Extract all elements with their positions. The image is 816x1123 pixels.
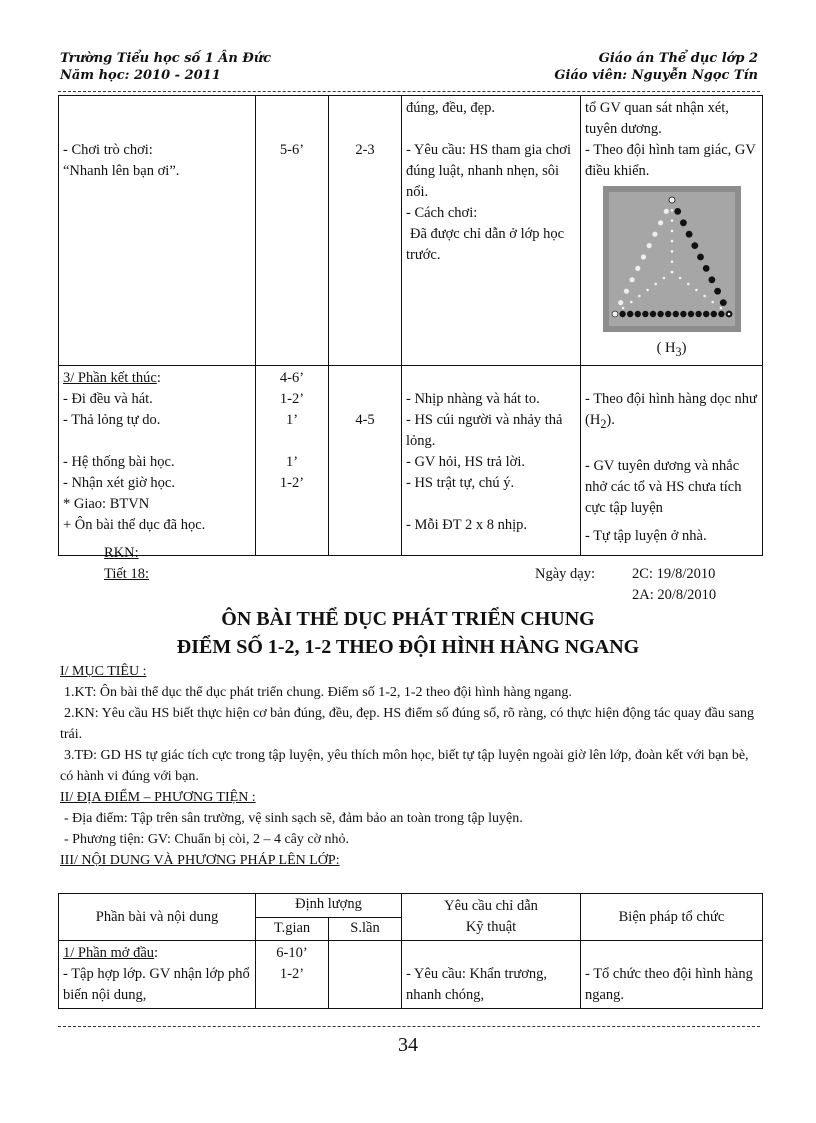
header-school-name: Trường Tiểu học số 1 Ân Đức <box>60 51 272 66</box>
formation-dot <box>638 295 641 298</box>
formation-dot <box>708 276 715 283</box>
list-item: - Thả lỏng tự do. <box>63 411 161 428</box>
formation-dot <box>618 300 623 305</box>
requirements-cell <box>402 96 581 366</box>
formation-dot <box>718 311 724 317</box>
header-subject: Giáo án Thể dục lớp 2 <box>598 51 758 66</box>
reps-cell <box>329 941 402 1009</box>
reps-cell <box>329 365 402 555</box>
formation-dot <box>627 311 633 317</box>
activity-cell <box>59 365 256 555</box>
top-lesson-table <box>58 95 763 556</box>
lesson-body <box>60 661 760 871</box>
time-value: 4-6’ <box>279 369 305 386</box>
time-value: 1-2’ <box>279 474 305 491</box>
formation-dot <box>635 266 640 271</box>
formation-dot <box>652 232 657 237</box>
reps-cell <box>329 96 402 366</box>
header-teacher: Giáo viên: Nguyễn Ngọc Tín <box>554 68 758 83</box>
time-value: 6-10’ <box>276 945 308 961</box>
org-text: - Tự tập luyện ở nhà. <box>585 527 707 544</box>
time-value: 1-2’ <box>279 390 305 407</box>
req-text: - Mỗi ĐT 2 x 8 nhịp. <box>406 516 527 533</box>
req-text: - Yêu cầu: HS tham gia chơi đúng luật, nhanh nhẹn, sôi nổi. <box>406 142 571 200</box>
requirements-cell <box>402 941 581 1009</box>
lesson-title-line2: ĐIỂM SỐ 1-2, 1-2 THEO ĐỘI HÌNH HÀNG NGANG <box>176 636 640 658</box>
table-header-row <box>59 894 763 918</box>
footer-divider <box>58 1026 760 1027</box>
table-row <box>59 941 763 1009</box>
organization-cell <box>581 941 763 1009</box>
formation-dot <box>695 311 701 317</box>
formation-dot <box>646 289 649 292</box>
objective-knowledge: 1.KT: Ôn bài thể dục thể dục phát triển chung. Điểm số 1-2, 1-2 theo đội hình hàng ngang. <box>64 685 572 700</box>
formation-dot <box>621 307 624 310</box>
formation-dot <box>649 311 655 317</box>
header-requirements: Yêu cầu chỉ dẫn Kỹ thuật <box>402 894 581 941</box>
formation-dot <box>719 299 726 306</box>
formation-dot <box>642 311 648 317</box>
formation-dot <box>703 311 709 317</box>
formation-dot <box>619 311 625 317</box>
formation-dot <box>697 254 704 261</box>
formation-dot <box>719 307 722 310</box>
list-item: - Đi đều và hát. <box>63 390 153 407</box>
header-lesson-plan <box>554 50 758 84</box>
figure-caption: ( $H_3$) <box>656 340 687 359</box>
location-text: - Địa điểm: Tập trên sân trường, vệ sinh sạch sẽ, đảm bảo an toàn trong tập luyện. <box>64 811 523 826</box>
header-school <box>60 50 271 84</box>
formation-dot <box>646 243 651 248</box>
rkn-label: RKN: <box>104 545 139 561</box>
formation-dot <box>665 311 671 317</box>
date-class-2c: 2C: 19/8/2010 <box>632 566 716 582</box>
formation-dot <box>687 283 690 286</box>
org-text: - Theo đội hình tam giác, GV điều khiển. <box>585 142 756 179</box>
formation-dot <box>634 311 640 317</box>
req-text: - HS trật tự, chú ý. <box>406 474 515 491</box>
header-method: Biện pháp tổ chức <box>581 894 763 941</box>
time-value: 1’ <box>285 453 299 470</box>
equipment-text: - Phương tiện: GV: Chuẩn bị còi, 2 – 4 cây cờ nhỏ. <box>64 832 349 847</box>
list-item: * Giao: BTVN <box>63 495 150 512</box>
header-time: T.gian <box>256 917 329 941</box>
organization-cell <box>581 365 763 555</box>
org-text: - Theo đội hình hàng dọc như $(H_2)$. <box>585 390 757 431</box>
list-item: + Ôn bài thể dục đã học. <box>63 516 206 533</box>
org-text: - GV tuyên dương và nhắc nhở các tổ và HS chưa tích cực tập luyện <box>585 457 742 516</box>
organization-cell <box>581 96 763 366</box>
formation-dot <box>662 277 665 280</box>
req-text: - GV hỏi, HS trả lời. <box>406 453 525 470</box>
objective-skills: 2.KN: Yêu cầu HS biết thực hiện cơ bản đúng, đều, đẹp. HS điểm số đúng số, rõ ràng, có thực hiện động tác quay đầu sang trái. <box>60 706 755 742</box>
formation-dot <box>710 311 716 317</box>
section-heading-location: II/ ĐỊA ĐIỂM – PHƯƠNG TIỆN : <box>60 790 256 805</box>
req-text: - Nhịp nhàng và hát to. <box>406 390 540 407</box>
formation-dot <box>703 295 706 298</box>
req-text: đúng, đều, đẹp. <box>406 100 495 116</box>
formation-dot <box>691 242 698 249</box>
date-label: Ngày dạy: <box>535 566 595 582</box>
req-text: - Yêu cầu: Khẩn trương, nhanh chóng, <box>406 966 548 1003</box>
org-text: - Tổ chức theo đội hình hàng ngang. <box>585 966 753 1003</box>
formation-dot <box>670 209 673 212</box>
formation-dot <box>630 301 633 304</box>
formation-dot <box>670 240 673 243</box>
lesson-number: Tiết 18: <box>104 566 149 582</box>
date-class-2a: 2A: 20/8/2010 <box>632 587 717 603</box>
formation-dot <box>678 277 681 280</box>
page-number: 34 <box>398 1034 418 1056</box>
header-school-year: Năm học: 2010 - 2011 <box>60 68 221 83</box>
formation-dot <box>670 199 673 202</box>
activity-text: - Tập hợp lớp. GV nhận lớp phổ biến nội dung, <box>63 966 250 1003</box>
formation-dot <box>670 219 673 222</box>
formation-dot <box>685 231 692 238</box>
formation-dot <box>687 311 693 317</box>
formation-dot <box>672 311 678 317</box>
table-row <box>59 365 763 555</box>
activity-label: - Chơi trò chơi: <box>63 142 153 158</box>
formation-dot <box>663 209 668 214</box>
formation-dot <box>670 230 673 233</box>
section-heading-objectives: I/ MỤC TIÊU : <box>60 664 147 679</box>
section-heading: 3/ Phần kết thúc: <box>63 369 161 386</box>
formation-dot <box>727 313 730 316</box>
formation-dot <box>658 220 663 225</box>
formation-dot <box>670 271 673 274</box>
time-value: 1’ <box>285 411 299 428</box>
header-reps: S.lần <box>329 917 402 941</box>
time-cell <box>256 941 329 1009</box>
time-value: 5-6’ <box>279 142 305 158</box>
time-cell <box>256 365 329 555</box>
formation-dot <box>680 311 686 317</box>
formation-dot <box>657 311 663 317</box>
header-divider <box>58 91 760 92</box>
bottom-lesson-table <box>58 893 763 1009</box>
reps-value: 4-5 <box>355 411 375 428</box>
formation-dot <box>629 277 634 282</box>
objective-attitude: 3.TĐ: GD HS tự giác tích cực trong tập luyện, yêu thích môn học, biết tự tập luyện ngoài giờ lên lớp, đoàn kết với bạn bè, có hành vi đúng với bạn. <box>60 748 749 784</box>
req-text: Đã được chỉ dẫn ở lớp học trước. <box>406 226 565 263</box>
time-value: 1-2’ <box>279 966 305 982</box>
section-heading: 1/ Phần mở đầu: <box>63 945 159 961</box>
formation-dot <box>695 289 698 292</box>
formation-dot <box>674 208 681 215</box>
lesson-title-line1: ÔN BÀI THỂ DỤC PHÁT TRIỂN CHUNG <box>221 608 595 630</box>
formation-dot <box>654 283 657 286</box>
header-content: Phần bài và nội dung <box>59 894 256 941</box>
formation-dot <box>670 260 673 263</box>
activity-cell <box>59 96 256 366</box>
list-item: - Nhận xét giờ học. <box>63 474 175 491</box>
req-text: - HS cúi người và nhảy thả lỏng. <box>406 411 563 449</box>
formation-dot <box>714 288 721 295</box>
activity-game-name: “Nhanh lên bạn ơi”. <box>63 163 180 179</box>
activity-cell <box>59 941 256 1009</box>
list-item: - Hệ thống bài học. <box>63 453 175 470</box>
reps-value: 2-3 <box>355 142 375 158</box>
formation-dot <box>613 313 616 316</box>
formation-dot <box>670 250 673 253</box>
section-heading-content: III/ NỘI DUNG VÀ PHƯƠNG PHÁP LÊN LỚP: <box>60 853 340 868</box>
formation-dot <box>702 265 709 272</box>
org-text: tổ GV quan sát nhận xét, tuyên dương. <box>585 100 729 137</box>
header-quantity: Định lượng <box>256 894 402 918</box>
time-cell <box>256 96 329 366</box>
formation-dot <box>711 301 714 304</box>
req-text: - Cách chơi: <box>406 205 478 221</box>
formation-dot <box>680 219 687 226</box>
triangle-formation-figure <box>603 186 741 332</box>
table-row <box>59 96 763 366</box>
formation-dot <box>623 289 628 294</box>
requirements-cell <box>402 365 581 555</box>
formation-dot <box>640 254 645 259</box>
